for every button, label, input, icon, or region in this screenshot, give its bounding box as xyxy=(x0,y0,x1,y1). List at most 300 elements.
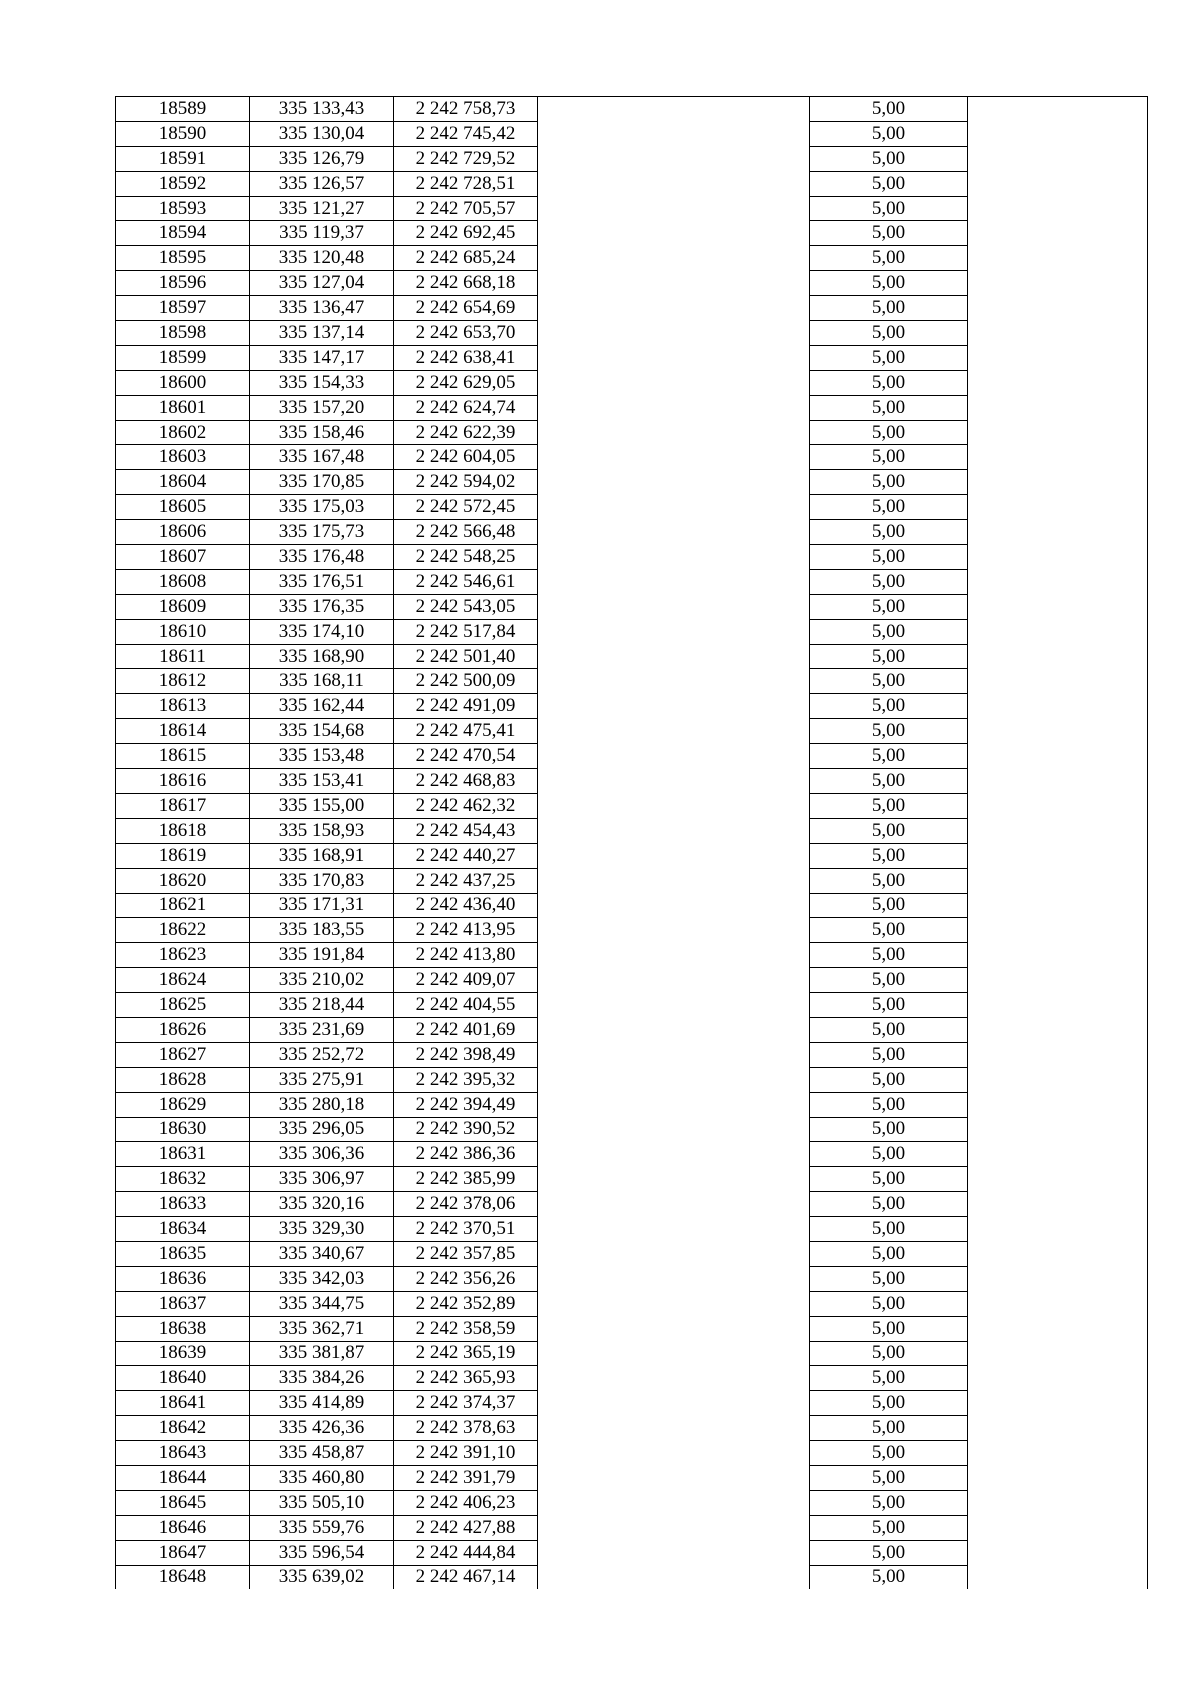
table-row xyxy=(116,470,1148,495)
y-coordinate-cell: 2 242 391,79 xyxy=(394,1465,538,1490)
y-coordinate-cell: 2 242 404,55 xyxy=(394,993,538,1018)
point-number-cell: 18605 xyxy=(116,495,250,520)
x-coordinate-cell: 335 460,80 xyxy=(250,1465,394,1490)
table-row xyxy=(116,943,1148,968)
x-coordinate-cell: 335 176,51 xyxy=(250,569,394,594)
point-number-cell: 18609 xyxy=(116,594,250,619)
table-row xyxy=(116,744,1148,769)
table-row xyxy=(116,1266,1148,1291)
table-row xyxy=(116,146,1148,171)
empty-cell xyxy=(538,545,810,570)
point-number-cell: 18590 xyxy=(116,121,250,146)
accuracy-cell: 5,00 xyxy=(810,321,968,346)
accuracy-cell: 5,00 xyxy=(810,1341,968,1366)
empty-cell xyxy=(538,843,810,868)
note-cell xyxy=(968,246,1148,271)
table-row xyxy=(116,1042,1148,1067)
accuracy-cell: 5,00 xyxy=(810,1117,968,1142)
point-number-cell: 18619 xyxy=(116,843,250,868)
table-row xyxy=(116,345,1148,370)
empty-cell xyxy=(538,97,810,122)
accuracy-cell: 5,00 xyxy=(810,893,968,918)
note-cell xyxy=(968,569,1148,594)
y-coordinate-cell: 2 242 357,85 xyxy=(394,1241,538,1266)
y-coordinate-cell: 2 242 395,32 xyxy=(394,1067,538,1092)
accuracy-cell: 5,00 xyxy=(810,495,968,520)
note-cell xyxy=(968,196,1148,221)
x-coordinate-cell: 335 183,55 xyxy=(250,918,394,943)
table-row xyxy=(116,1565,1148,1589)
empty-cell xyxy=(538,171,810,196)
accuracy-cell: 5,00 xyxy=(810,146,968,171)
y-coordinate-cell: 2 242 758,73 xyxy=(394,97,538,122)
x-coordinate-cell: 335 426,36 xyxy=(250,1416,394,1441)
x-coordinate-cell: 335 120,48 xyxy=(250,246,394,271)
x-coordinate-cell: 335 414,89 xyxy=(250,1391,394,1416)
table-row xyxy=(116,445,1148,470)
empty-cell xyxy=(538,769,810,794)
x-coordinate-cell: 335 126,57 xyxy=(250,171,394,196)
x-coordinate-cell: 335 176,35 xyxy=(250,594,394,619)
point-number-cell: 18626 xyxy=(116,1017,250,1042)
empty-cell xyxy=(538,793,810,818)
y-coordinate-cell: 2 242 572,45 xyxy=(394,495,538,520)
y-coordinate-cell: 2 242 406,23 xyxy=(394,1490,538,1515)
table-row xyxy=(116,420,1148,445)
note-cell xyxy=(968,644,1148,669)
point-number-cell: 18638 xyxy=(116,1316,250,1341)
accuracy-cell: 5,00 xyxy=(810,1316,968,1341)
note-cell xyxy=(968,744,1148,769)
note-cell xyxy=(968,843,1148,868)
empty-cell xyxy=(538,1465,810,1490)
accuracy-cell: 5,00 xyxy=(810,719,968,744)
table-row xyxy=(116,1316,1148,1341)
point-number-cell: 18643 xyxy=(116,1441,250,1466)
accuracy-cell: 5,00 xyxy=(810,545,968,570)
y-coordinate-cell: 2 242 729,52 xyxy=(394,146,538,171)
x-coordinate-cell: 335 119,37 xyxy=(250,221,394,246)
table-row xyxy=(116,719,1148,744)
x-coordinate-cell: 335 133,43 xyxy=(250,97,394,122)
point-number-cell: 18593 xyxy=(116,196,250,221)
coordinates-table xyxy=(115,96,1148,1589)
table-row xyxy=(116,520,1148,545)
empty-cell xyxy=(538,1167,810,1192)
y-coordinate-cell: 2 242 692,45 xyxy=(394,221,538,246)
empty-cell xyxy=(538,619,810,644)
x-coordinate-cell: 335 154,68 xyxy=(250,719,394,744)
y-coordinate-cell: 2 242 394,49 xyxy=(394,1092,538,1117)
note-cell xyxy=(968,1042,1148,1067)
note-cell xyxy=(968,345,1148,370)
accuracy-cell: 5,00 xyxy=(810,1217,968,1242)
accuracy-cell: 5,00 xyxy=(810,520,968,545)
accuracy-cell: 5,00 xyxy=(810,1366,968,1391)
note-cell xyxy=(968,993,1148,1018)
note-cell xyxy=(968,1565,1148,1589)
point-number-cell: 18642 xyxy=(116,1416,250,1441)
table-row xyxy=(116,968,1148,993)
y-coordinate-cell: 2 242 391,10 xyxy=(394,1441,538,1466)
accuracy-cell: 5,00 xyxy=(810,196,968,221)
accuracy-cell: 5,00 xyxy=(810,1465,968,1490)
point-number-cell: 18636 xyxy=(116,1266,250,1291)
empty-cell xyxy=(538,719,810,744)
table-row xyxy=(116,495,1148,520)
y-coordinate-cell: 2 242 745,42 xyxy=(394,121,538,146)
empty-cell xyxy=(538,968,810,993)
empty-cell xyxy=(538,1117,810,1142)
accuracy-cell: 5,00 xyxy=(810,246,968,271)
point-number-cell: 18608 xyxy=(116,569,250,594)
x-coordinate-cell: 335 329,30 xyxy=(250,1217,394,1242)
accuracy-cell: 5,00 xyxy=(810,296,968,321)
empty-cell xyxy=(538,1316,810,1341)
table-row xyxy=(116,793,1148,818)
y-coordinate-cell: 2 242 374,37 xyxy=(394,1391,538,1416)
table-row xyxy=(116,395,1148,420)
y-coordinate-cell: 2 242 517,84 xyxy=(394,619,538,644)
x-coordinate-cell: 335 559,76 xyxy=(250,1515,394,1540)
note-cell xyxy=(968,669,1148,694)
x-coordinate-cell: 335 155,00 xyxy=(250,793,394,818)
empty-cell xyxy=(538,420,810,445)
table-row xyxy=(116,843,1148,868)
note-cell xyxy=(968,97,1148,122)
point-number-cell: 18620 xyxy=(116,868,250,893)
note-cell xyxy=(968,1291,1148,1316)
table-row xyxy=(116,97,1148,122)
note-cell xyxy=(968,694,1148,719)
x-coordinate-cell: 335 154,33 xyxy=(250,370,394,395)
accuracy-cell: 5,00 xyxy=(810,1067,968,1092)
x-coordinate-cell: 335 157,20 xyxy=(250,395,394,420)
point-number-cell: 18646 xyxy=(116,1515,250,1540)
x-coordinate-cell: 335 158,93 xyxy=(250,818,394,843)
y-coordinate-cell: 2 242 365,93 xyxy=(394,1366,538,1391)
note-cell xyxy=(968,1441,1148,1466)
accuracy-cell: 5,00 xyxy=(810,221,968,246)
accuracy-cell: 5,00 xyxy=(810,1416,968,1441)
y-coordinate-cell: 2 242 467,14 xyxy=(394,1565,538,1589)
point-number-cell: 18611 xyxy=(116,644,250,669)
note-cell xyxy=(968,1266,1148,1291)
point-number-cell: 18603 xyxy=(116,445,250,470)
point-number-cell: 18607 xyxy=(116,545,250,570)
point-number-cell: 18628 xyxy=(116,1067,250,1092)
table-row xyxy=(116,1142,1148,1167)
y-coordinate-cell: 2 242 543,05 xyxy=(394,594,538,619)
y-coordinate-cell: 2 242 500,09 xyxy=(394,669,538,694)
empty-cell xyxy=(538,1142,810,1167)
note-cell xyxy=(968,271,1148,296)
point-number-cell: 18618 xyxy=(116,818,250,843)
table-row xyxy=(116,1540,1148,1565)
accuracy-cell: 5,00 xyxy=(810,1142,968,1167)
accuracy-cell: 5,00 xyxy=(810,1266,968,1291)
point-number-cell: 18604 xyxy=(116,470,250,495)
note-cell xyxy=(968,719,1148,744)
x-coordinate-cell: 335 175,03 xyxy=(250,495,394,520)
empty-cell xyxy=(538,644,810,669)
empty-cell xyxy=(538,321,810,346)
point-number-cell: 18627 xyxy=(116,1042,250,1067)
y-coordinate-cell: 2 242 365,19 xyxy=(394,1341,538,1366)
note-cell xyxy=(968,221,1148,246)
y-coordinate-cell: 2 242 444,84 xyxy=(394,1540,538,1565)
y-coordinate-cell: 2 242 356,26 xyxy=(394,1266,538,1291)
accuracy-cell: 5,00 xyxy=(810,868,968,893)
point-number-cell: 18640 xyxy=(116,1366,250,1391)
note-cell xyxy=(968,1366,1148,1391)
empty-cell xyxy=(538,121,810,146)
x-coordinate-cell: 335 170,85 xyxy=(250,470,394,495)
note-cell xyxy=(968,1490,1148,1515)
empty-cell xyxy=(538,694,810,719)
note-cell xyxy=(968,769,1148,794)
x-coordinate-cell: 335 162,44 xyxy=(250,694,394,719)
table-row xyxy=(116,893,1148,918)
y-coordinate-cell: 2 242 413,95 xyxy=(394,918,538,943)
note-cell xyxy=(968,171,1148,196)
y-coordinate-cell: 2 242 546,61 xyxy=(394,569,538,594)
note-cell xyxy=(968,1092,1148,1117)
x-coordinate-cell: 335 136,47 xyxy=(250,296,394,321)
note-cell xyxy=(968,395,1148,420)
point-number-cell: 18617 xyxy=(116,793,250,818)
y-coordinate-cell: 2 242 653,70 xyxy=(394,321,538,346)
x-coordinate-cell: 335 306,97 xyxy=(250,1167,394,1192)
x-coordinate-cell: 335 320,16 xyxy=(250,1192,394,1217)
accuracy-cell: 5,00 xyxy=(810,744,968,769)
x-coordinate-cell: 335 252,72 xyxy=(250,1042,394,1067)
accuracy-cell: 5,00 xyxy=(810,97,968,122)
point-number-cell: 18641 xyxy=(116,1391,250,1416)
note-cell xyxy=(968,1540,1148,1565)
empty-cell xyxy=(538,1092,810,1117)
x-coordinate-cell: 335 280,18 xyxy=(250,1092,394,1117)
note-cell xyxy=(968,1241,1148,1266)
y-coordinate-cell: 2 242 491,09 xyxy=(394,694,538,719)
accuracy-cell: 5,00 xyxy=(810,843,968,868)
y-coordinate-cell: 2 242 409,07 xyxy=(394,968,538,993)
table-row xyxy=(116,1167,1148,1192)
empty-cell xyxy=(538,1192,810,1217)
point-number-cell: 18599 xyxy=(116,345,250,370)
accuracy-cell: 5,00 xyxy=(810,370,968,395)
table-row xyxy=(116,321,1148,346)
y-coordinate-cell: 2 242 398,49 xyxy=(394,1042,538,1067)
x-coordinate-cell: 335 126,79 xyxy=(250,146,394,171)
x-coordinate-cell: 335 121,27 xyxy=(250,196,394,221)
note-cell xyxy=(968,1142,1148,1167)
note-cell xyxy=(968,818,1148,843)
empty-cell xyxy=(538,1241,810,1266)
y-coordinate-cell: 2 242 622,39 xyxy=(394,420,538,445)
table-row xyxy=(116,644,1148,669)
x-coordinate-cell: 335 168,90 xyxy=(250,644,394,669)
y-coordinate-cell: 2 242 440,27 xyxy=(394,843,538,868)
empty-cell xyxy=(538,1391,810,1416)
empty-cell xyxy=(538,445,810,470)
table-row xyxy=(116,1366,1148,1391)
note-cell xyxy=(968,470,1148,495)
table-row xyxy=(116,1117,1148,1142)
note-cell xyxy=(968,594,1148,619)
empty-cell xyxy=(538,221,810,246)
point-number-cell: 18602 xyxy=(116,420,250,445)
table-row xyxy=(116,1490,1148,1515)
accuracy-cell: 5,00 xyxy=(810,121,968,146)
x-coordinate-cell: 335 344,75 xyxy=(250,1291,394,1316)
note-cell xyxy=(968,1017,1148,1042)
x-coordinate-cell: 335 167,48 xyxy=(250,445,394,470)
note-cell xyxy=(968,1465,1148,1490)
empty-cell xyxy=(538,1017,810,1042)
y-coordinate-cell: 2 242 436,40 xyxy=(394,893,538,918)
y-coordinate-cell: 2 242 566,48 xyxy=(394,520,538,545)
x-coordinate-cell: 335 176,48 xyxy=(250,545,394,570)
note-cell xyxy=(968,420,1148,445)
table-row xyxy=(116,370,1148,395)
empty-cell xyxy=(538,1416,810,1441)
note-cell xyxy=(968,1167,1148,1192)
point-number-cell: 18601 xyxy=(116,395,250,420)
point-number-cell: 18597 xyxy=(116,296,250,321)
note-cell xyxy=(968,321,1148,346)
x-coordinate-cell: 335 596,54 xyxy=(250,1540,394,1565)
point-number-cell: 18645 xyxy=(116,1490,250,1515)
table-row xyxy=(116,1217,1148,1242)
x-coordinate-cell: 335 147,17 xyxy=(250,345,394,370)
accuracy-cell: 5,00 xyxy=(810,345,968,370)
empty-cell xyxy=(538,1490,810,1515)
point-number-cell: 18633 xyxy=(116,1192,250,1217)
point-number-cell: 18592 xyxy=(116,171,250,196)
point-number-cell: 18595 xyxy=(116,246,250,271)
y-coordinate-cell: 2 242 705,57 xyxy=(394,196,538,221)
note-cell xyxy=(968,1217,1148,1242)
empty-cell xyxy=(538,470,810,495)
x-coordinate-cell: 335 137,14 xyxy=(250,321,394,346)
empty-cell xyxy=(538,1291,810,1316)
empty-cell xyxy=(538,1515,810,1540)
table-row xyxy=(116,1465,1148,1490)
accuracy-cell: 5,00 xyxy=(810,594,968,619)
table-row xyxy=(116,1515,1148,1540)
note-cell xyxy=(968,445,1148,470)
x-coordinate-cell: 335 174,10 xyxy=(250,619,394,644)
table-row xyxy=(116,246,1148,271)
table-row xyxy=(116,1441,1148,1466)
y-coordinate-cell: 2 242 385,99 xyxy=(394,1167,538,1192)
point-number-cell: 18625 xyxy=(116,993,250,1018)
table-row xyxy=(116,1017,1148,1042)
y-coordinate-cell: 2 242 604,05 xyxy=(394,445,538,470)
x-coordinate-cell: 335 153,48 xyxy=(250,744,394,769)
y-coordinate-cell: 2 242 437,25 xyxy=(394,868,538,893)
x-coordinate-cell: 335 175,73 xyxy=(250,520,394,545)
point-number-cell: 18610 xyxy=(116,619,250,644)
point-number-cell: 18600 xyxy=(116,370,250,395)
accuracy-cell: 5,00 xyxy=(810,769,968,794)
x-coordinate-cell: 335 458,87 xyxy=(250,1441,394,1466)
table-row xyxy=(116,1341,1148,1366)
y-coordinate-cell: 2 242 654,69 xyxy=(394,296,538,321)
accuracy-cell: 5,00 xyxy=(810,644,968,669)
empty-cell xyxy=(538,495,810,520)
table-row xyxy=(116,619,1148,644)
y-coordinate-cell: 2 242 685,24 xyxy=(394,246,538,271)
accuracy-cell: 5,00 xyxy=(810,793,968,818)
y-coordinate-cell: 2 242 358,59 xyxy=(394,1316,538,1341)
x-coordinate-cell: 335 381,87 xyxy=(250,1341,394,1366)
accuracy-cell: 5,00 xyxy=(810,918,968,943)
table-row xyxy=(116,196,1148,221)
empty-cell xyxy=(538,146,810,171)
accuracy-cell: 5,00 xyxy=(810,1167,968,1192)
accuracy-cell: 5,00 xyxy=(810,171,968,196)
empty-cell xyxy=(538,246,810,271)
empty-cell xyxy=(538,1067,810,1092)
note-cell xyxy=(968,1341,1148,1366)
note-cell xyxy=(968,370,1148,395)
x-coordinate-cell: 335 296,05 xyxy=(250,1117,394,1142)
table-row xyxy=(116,1241,1148,1266)
table-row xyxy=(116,993,1148,1018)
y-coordinate-cell: 2 242 390,52 xyxy=(394,1117,538,1142)
table-row xyxy=(116,1067,1148,1092)
empty-cell xyxy=(538,1042,810,1067)
empty-cell xyxy=(538,594,810,619)
y-coordinate-cell: 2 242 401,69 xyxy=(394,1017,538,1042)
note-cell xyxy=(968,121,1148,146)
point-number-cell: 18621 xyxy=(116,893,250,918)
point-number-cell: 18644 xyxy=(116,1465,250,1490)
x-coordinate-cell: 335 153,41 xyxy=(250,769,394,794)
empty-cell xyxy=(538,1540,810,1565)
table-row xyxy=(116,1291,1148,1316)
y-coordinate-cell: 2 242 427,88 xyxy=(394,1515,538,1540)
empty-cell xyxy=(538,296,810,321)
point-number-cell: 18594 xyxy=(116,221,250,246)
point-number-cell: 18614 xyxy=(116,719,250,744)
x-coordinate-cell: 335 158,46 xyxy=(250,420,394,445)
empty-cell xyxy=(538,868,810,893)
x-coordinate-cell: 335 362,71 xyxy=(250,1316,394,1341)
empty-cell xyxy=(538,818,810,843)
accuracy-cell: 5,00 xyxy=(810,1042,968,1067)
table-row xyxy=(116,121,1148,146)
coordinates-table-body xyxy=(116,97,1148,1590)
table-row xyxy=(116,1192,1148,1217)
table-row xyxy=(116,569,1148,594)
point-number-cell: 18598 xyxy=(116,321,250,346)
point-number-cell: 18622 xyxy=(116,918,250,943)
y-coordinate-cell: 2 242 629,05 xyxy=(394,370,538,395)
point-number-cell: 18624 xyxy=(116,968,250,993)
accuracy-cell: 5,00 xyxy=(810,943,968,968)
table-row xyxy=(116,296,1148,321)
accuracy-cell: 5,00 xyxy=(810,1291,968,1316)
note-cell xyxy=(968,146,1148,171)
table-row xyxy=(116,769,1148,794)
empty-cell xyxy=(538,993,810,1018)
y-coordinate-cell: 2 242 462,32 xyxy=(394,793,538,818)
note-cell xyxy=(968,1117,1148,1142)
accuracy-cell: 5,00 xyxy=(810,395,968,420)
